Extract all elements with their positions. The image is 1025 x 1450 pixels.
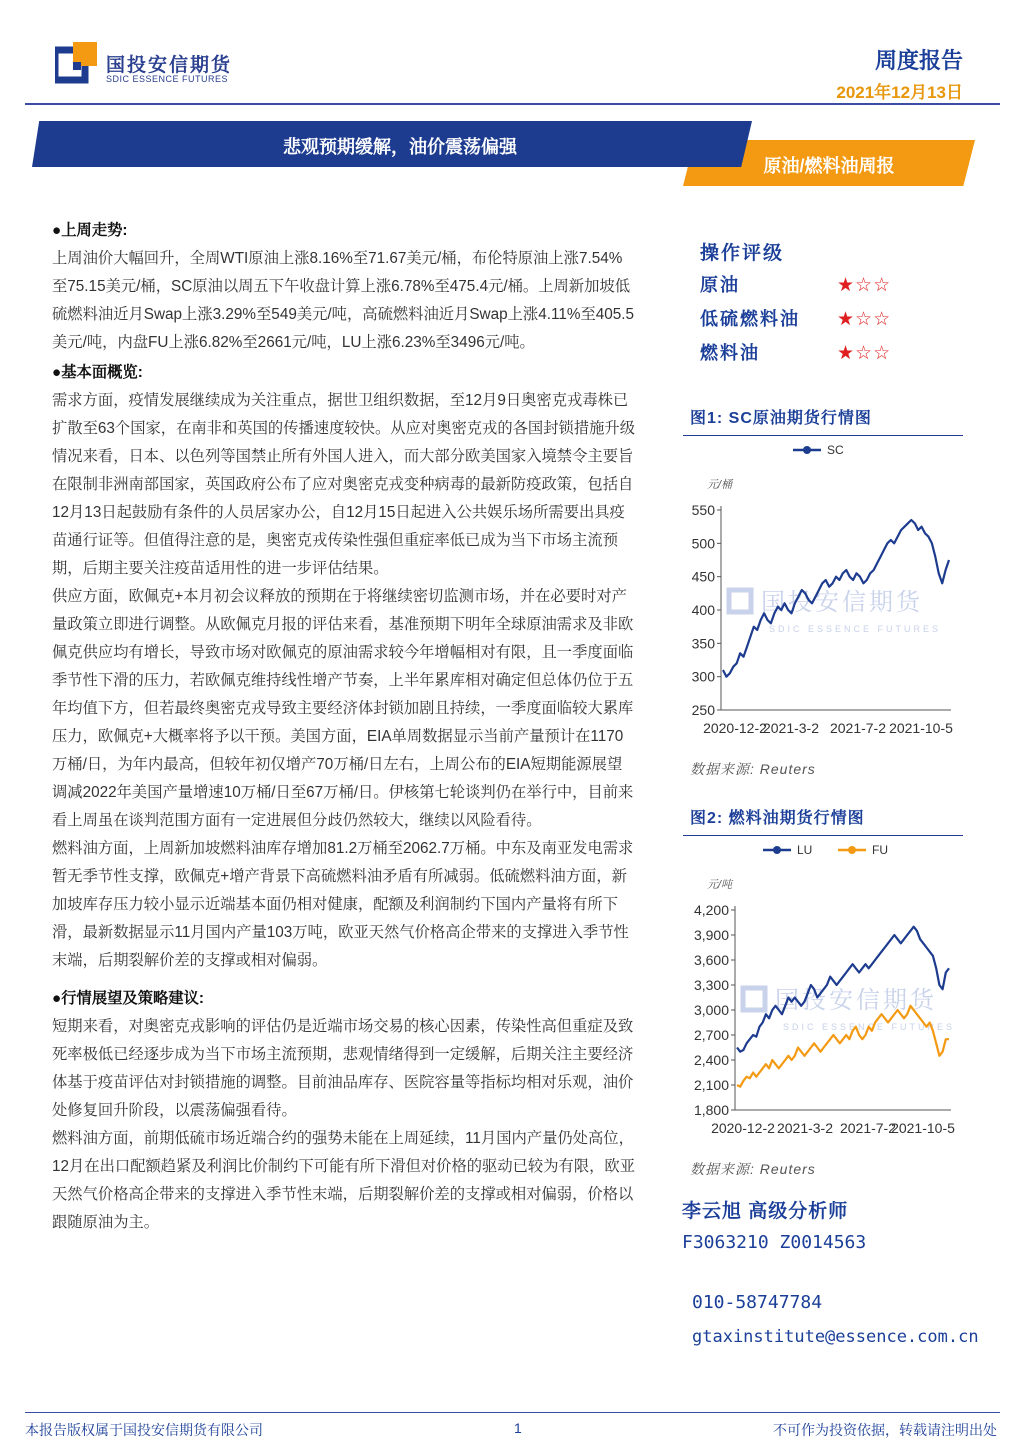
- analyst-email[interactable]: gtaxinstitute@essence.com.cn: [692, 1327, 979, 1347]
- x-tick-label: 2020-12-2: [711, 1120, 775, 1136]
- rating-stars: ★☆☆: [837, 343, 892, 364]
- chart-sc-crude: [683, 438, 965, 740]
- y-tick-label: 250: [691, 702, 715, 718]
- paragraph: 短期来看，对奥密克戎影响的评估仍是近端市场交易的核心因素，传染性高但重症及致死率极低已经逐步成为当下市场主流预期，悲观情绪得到一定缓解，后期关注主要经济体基于疫苗评估对封锁措施的调整。目前油品库存、医院容量等指标均相对乐观，油价处修复回升阶段，以震荡偏强看待。: [52, 1018, 634, 1119]
- y-tick-label: 2,400: [693, 1052, 729, 1068]
- legend-marker-fu: [848, 846, 856, 854]
- section-title-fundamentals: ●基本面概览:: [52, 364, 143, 381]
- figure-1-divider: [683, 435, 963, 436]
- rating-name: 燃料油: [700, 343, 760, 363]
- figure-2-source: 数据来源: Reuters: [690, 1161, 816, 1177]
- y-tick-label: 3,600: [693, 952, 729, 968]
- x-tick-label: 2021-10-5: [891, 1120, 955, 1136]
- y-tick-label: 3,900: [693, 927, 729, 943]
- report-date: 2021年12月13日: [836, 83, 963, 102]
- y-tick-label: 4,200: [693, 902, 729, 918]
- legend-label-fu: FU: [872, 843, 888, 857]
- paragraph: 燃料油方面，上周新加坡燃料油库存增加81.2万桶至2062.7万桶。中东及南亚发电需求暂无季节性支撑，欧佩克+增产背景下高硫燃料油矛盾有所减弱。低硫燃料油方面，新加坡库存压力较小显示近端基本面仍相对健康，配额及利润制约下国内产量将有所下滑，最新数据显示11月国内产量103万吨，欧亚天然气价格高企带来的支撑进入季节性末端，后期裂解价差的支撑或相对偏弱。: [52, 840, 634, 969]
- y-unit-label: 元/桶: [707, 479, 733, 491]
- y-tick-label: 350: [691, 635, 715, 652]
- analyst-certificates: F3063210 Z0014563: [682, 1232, 867, 1253]
- x-tick-label: 2021-3-2: [762, 720, 820, 736]
- legend-label-lu: LU: [797, 843, 813, 857]
- y-unit-label: 元/吨: [707, 879, 733, 891]
- watermark-text: 国投安信期货: [761, 589, 923, 616]
- figure-1-source: 数据来源: Reuters: [690, 761, 816, 777]
- y-tick-label: 2,700: [693, 1027, 729, 1043]
- main-text: [52, 217, 637, 1237]
- watermark-text-en: SDIC ESSENCE FUTURES: [769, 624, 942, 634]
- rating-row: [700, 339, 910, 365]
- x-tick-label: 2020-12-2: [703, 720, 767, 736]
- paragraph: 需求方面，疫情发展继续成为关注重点，据世卫组织数据，至12月9日奥密克戎毒株已扩散至63个国家，在南非和英国的传播速度较快。从应对奥密克戎的各国封锁措施升级情况来看，日本、以色列等国禁止所有外国人进入，而大部分欧美国家入境禁令主要旨在限制非洲南部国家，英国政府公布了应对奥密克戎变种病毒的最新防疫政策，包括自12月13日起鼓励有条件的人员居家办公，自12月15日起进入公共娱乐场所需要出具疫苗通行证等。但值得注意的是，奥密克戎传染性强但重症率低已成为当下市场主流预期，后期主要关注疫苗适用性的进一步评估结果。: [52, 392, 636, 577]
- footer-disclaimer: 不可作为投资依据，转载请注明出处: [773, 1422, 997, 1438]
- y-tick-label: 2,100: [693, 1077, 729, 1093]
- rating-row: [700, 305, 910, 331]
- y-tick-label: 3,300: [693, 977, 729, 993]
- x-tick-label: 2021-7-2: [839, 1120, 897, 1136]
- watermark-text: 国投安信期货: [775, 987, 937, 1014]
- x-tick-label: 2021-10-5: [889, 720, 953, 736]
- analyst-phone: 010-58747784: [692, 1292, 823, 1313]
- y-tick-label: 400: [691, 602, 715, 618]
- rating-name: 原油: [700, 275, 740, 295]
- report-title: 悲观预期缓解，油价震荡偏强: [283, 137, 517, 157]
- header-divider: [25, 103, 1000, 105]
- legend-marker-lu: [773, 846, 781, 854]
- legend-label-sc: SC: [827, 443, 844, 457]
- watermark-text-en: SDIC ESSENCE FUTURES: [783, 1022, 956, 1032]
- company-name-en: SDIC ESSENCE FUTURES: [106, 74, 229, 84]
- report-subtitle: 原油/燃料油周报: [763, 156, 895, 176]
- figure-1-title: 图1: SC原油期货行情图: [690, 410, 872, 427]
- watermark-logo-icon: [729, 590, 751, 612]
- y-tick-label: 450: [691, 568, 715, 585]
- y-tick-label: 300: [691, 668, 715, 685]
- footer-copyright: 本报告版权属于国投安信期货有限公司: [25, 1422, 263, 1438]
- paragraph: 上周油价大幅回升，全周WTI原油上涨8.16%至71.67美元/桶，布伦特原油上涨7.54%至75.15美元/桶，SC原油以周五下午收盘计算上涨6.78%至475.4元/桶。上周新加坡低硫燃料油近月Swap上涨3.29%至549美元/吨，高硫燃料油近月Swap上涨4.11%至405.5美元/吨，内盘FU上涨6.82%至2661元/吨，LU上涨6.23%至3496元/吨。: [52, 250, 635, 351]
- paragraph: 燃料油方面，前期低硫市场近端合约的强势未能在上周延续，11月国内产量仍处高位，12月在出口配额趋紧及利润比价制约下可能有所下滑但对价格的驱动已较为有限，欧亚天然气价格高企带来的支撑进入季节性末端，后期裂解价差的支撑或相对偏弱，价格以跟随原油为主。: [52, 1130, 636, 1231]
- chart-fuel-oil: [683, 838, 965, 1140]
- footer-divider: [25, 1412, 1000, 1413]
- legend-marker-sc: [803, 446, 811, 454]
- y-tick-label: 3,000: [693, 1002, 729, 1018]
- company-name-cn: 国投安信期货: [106, 55, 233, 76]
- section-title-outlook: ●行情展望及策略建议:: [52, 990, 205, 1007]
- rating-stars: ★☆☆: [837, 309, 892, 330]
- watermark-logo-icon: [743, 988, 765, 1010]
- analyst-name: 李云旭 高级分析师: [682, 1201, 849, 1222]
- figure-2-divider: [683, 835, 963, 836]
- y-tick-label: 500: [691, 535, 715, 552]
- rating-name: 低硫燃料油: [700, 309, 800, 329]
- y-tick-label: 1,800: [693, 1102, 729, 1118]
- x-tick-label: 2021-3-2: [776, 1120, 834, 1136]
- rating-title: 操作评级: [700, 243, 785, 264]
- report-type: 周度报告: [874, 48, 963, 73]
- rating-row: [700, 271, 910, 297]
- rating-stars: ★☆☆: [837, 275, 892, 296]
- x-tick-label: 2021-7-2: [829, 720, 887, 736]
- page-number: 1: [514, 1420, 522, 1436]
- figure-2-title: 图2: 燃料油期货行情图: [690, 810, 865, 827]
- y-tick-label: 550: [691, 502, 715, 518]
- section-title-last-week: ●上周走势:: [52, 222, 128, 239]
- company-logo-icon: [55, 42, 99, 86]
- paragraph: 供应方面，欧佩克+本月初会议释放的预期在于将继续密切监测市场，并在必要时对产量政策立即进行调整。从欧佩克月报的评估来看，基准预期下明年全球原油需求及非欧佩克供应均有增长，导致市场对欧佩克的原油需求较今年增幅相对有限，且一季度面临季节性下滑的压力，若欧佩克维持线性增产节奏，上半年累库相对确定但总体仍位于五年均值下方，但若最终奥密克戎导致主要经济体封锁加剧且持续，一季度面临较大累库压力，欧佩克+大概率将予以干预。美国方面，EIA单周数据显示当前产量预计在1170万桶/日，为年内最高，但较年初仅增产70万桶/日左右，上周公布的EIA短期能源展望调减2022年美国产量增速10万桶/日至67万桶/日。伊核第七轮谈判仍在举行中，目前来看上周虽在谈判范围方面有一定进展但分歧仍然较大，继续以风险看待。: [52, 588, 634, 829]
